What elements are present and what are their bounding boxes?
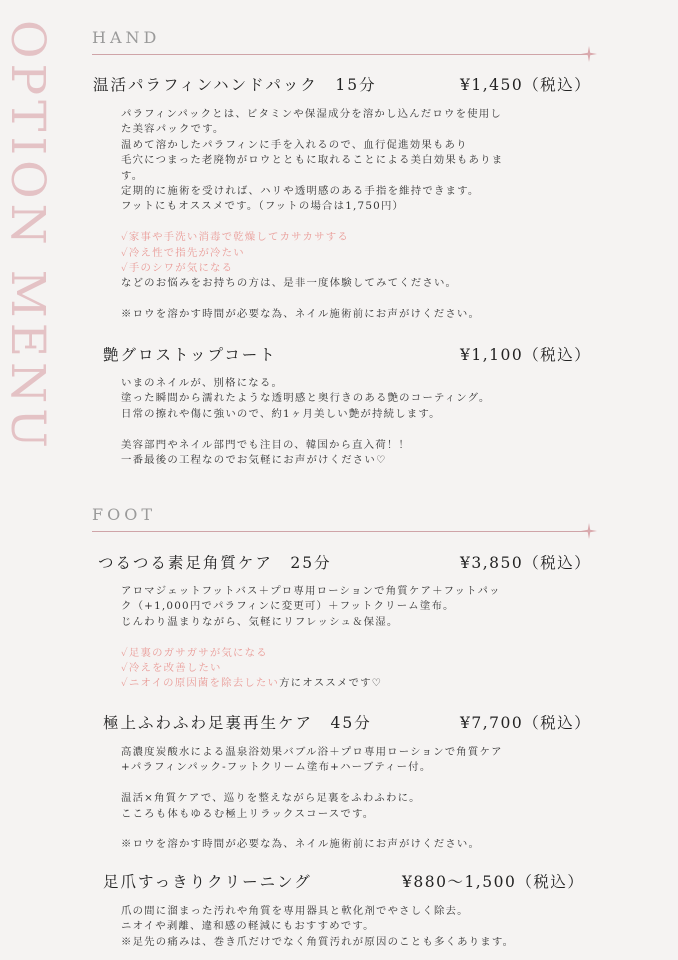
item-price-toenail-cleaning: ¥880〜1,500（税込） [402, 873, 585, 891]
description-line: 温めて溶かしたパラフィンに手を入れるので、血行促進効果もあり [121, 138, 468, 151]
description-line: ク（+1,000円でパラフィンに変更可）＋フットクリーム塗布。 [121, 600, 455, 613]
item-price-foot-callus-care: ¥3,850（税込） [460, 554, 592, 572]
note-line: ※ロウを溶かす時間が必要な為、ネイル施術前にお声がけください。 [121, 308, 481, 321]
item-price-gloss-topcoat: ¥1,100（税込） [460, 346, 592, 364]
item-description-foot-callus-care [121, 584, 571, 692]
sparkle-icon [581, 46, 597, 62]
section-divider [92, 54, 588, 55]
item-description-paraffin-hand [121, 107, 571, 322]
description-line: 一番最後の工程なのでお気軽にお声がけください♡ [121, 453, 387, 466]
note-line: ※ロウを溶かす時間が必要な為、ネイル施術前にお声がけください。 [121, 838, 481, 851]
check-item: ✓足裏のガサガサが気になる [121, 646, 268, 659]
item-name-foot-callus-care: つるつる素足角質ケア 25分 [98, 554, 332, 572]
check-item: ✓冷え性で指先が冷たい [121, 246, 245, 259]
check-item: ✓家事や手洗い消毒で乾燥してカサカサする [121, 231, 349, 244]
description-line: フットにもオススメです。（フットの場合は1,750円） [121, 200, 405, 213]
item-description-gloss-topcoat [121, 376, 571, 468]
item-name-gloss-topcoat: 艶グロストップコート [103, 346, 277, 364]
description-line: じんわり温まりながら、気軽にリフレッシュ＆保湿。 [121, 615, 399, 628]
item-description-sole-regeneration [121, 745, 571, 853]
description-line: いまのネイルが、別格になる。 [121, 377, 284, 389]
description-line: などのお悩みをお持ちの方は、是非一度体験してみてください。 [121, 277, 458, 290]
check-item: ✓ニオイの原因菌を除去したい [121, 677, 280, 690]
description-line: パラフィンパックとは、ビタミンや保湿成分を溶かし込んだロウを使用し [121, 108, 502, 120]
foot-section-header [92, 505, 592, 525]
check-suffix: 方にオススメです♡ [279, 677, 383, 690]
section-label-foot: FOOT [92, 505, 157, 524]
item-name-toenail-cleaning: 足爪すっきりクリーニング [103, 873, 312, 891]
check-item: ✓冷えを改善したい [121, 661, 222, 674]
item-price-sole-regeneration: ¥7,700（税込） [460, 714, 592, 732]
description-line: こころも体もゆるむ極上リラックスコースです。 [121, 807, 375, 820]
description-line: 高濃度炭酸水による温泉浴効果バブル浴＋プロ専用ローションで角質ケア [121, 746, 503, 758]
description-line: ※足先の痛みは、巻き爪だけでなく角質汚れが原因のことも多くあります。 [121, 935, 515, 948]
description-line: 爪の間に溜まった汚れや角質を専用器具と軟化剤でやさしく除去。 [121, 905, 469, 917]
hand-section-header [92, 28, 592, 48]
item-name-sole-regeneration: 極上ふわふわ足裏再生ケア 45分 [103, 714, 372, 732]
description-line: 美容部門やネイル部門でも注目の、韓国から直入荷！！ [121, 438, 411, 451]
description-line: す。 [121, 169, 144, 182]
description-line: 塗った瞬間から濡れたような透明感と奥行きのある艶のコーティング。 [121, 392, 491, 405]
description-line: 日常の擦れや傷に強いので、約1ヶ月美しい艶が持続します。 [121, 407, 441, 420]
section-label-hand: HAND [92, 28, 161, 47]
section-divider [92, 531, 588, 532]
item-name-paraffin-hand: 温活パラフィンハンドパック 15分 [93, 76, 377, 94]
check-item-with-suffix [121, 676, 571, 691]
description-line: 毛穴につまった老廃物がロウとともに取れることによる美白効果もありま [121, 154, 504, 167]
description-line: ニオイや剥離、違和感の軽減にもおすすめです。 [121, 920, 375, 933]
description-line: た美容パックです。 [121, 123, 225, 136]
sparkle-icon [581, 523, 597, 539]
check-item: ✓手のシワが気になる [121, 261, 234, 274]
item-price-paraffin-hand: ¥1,450（税込） [460, 76, 592, 94]
description-line: アロマジェットフットバス＋プロ専用ローションで角質ケア＋フットパッ [121, 585, 501, 597]
description-line: 温活×角質ケアで、巡りを整えながら足裏をふわふわに。 [121, 792, 421, 805]
description-line: 定期的に施術を受ければ、ハリや透明感のある手指を維持できます。 [121, 184, 480, 197]
page-title: OPTION MENU [0, 20, 55, 453]
item-description-toenail-cleaning [121, 904, 571, 950]
description-line: +パラフィンパック-フットクリーム塗布+ハーブティー付。 [121, 761, 432, 774]
